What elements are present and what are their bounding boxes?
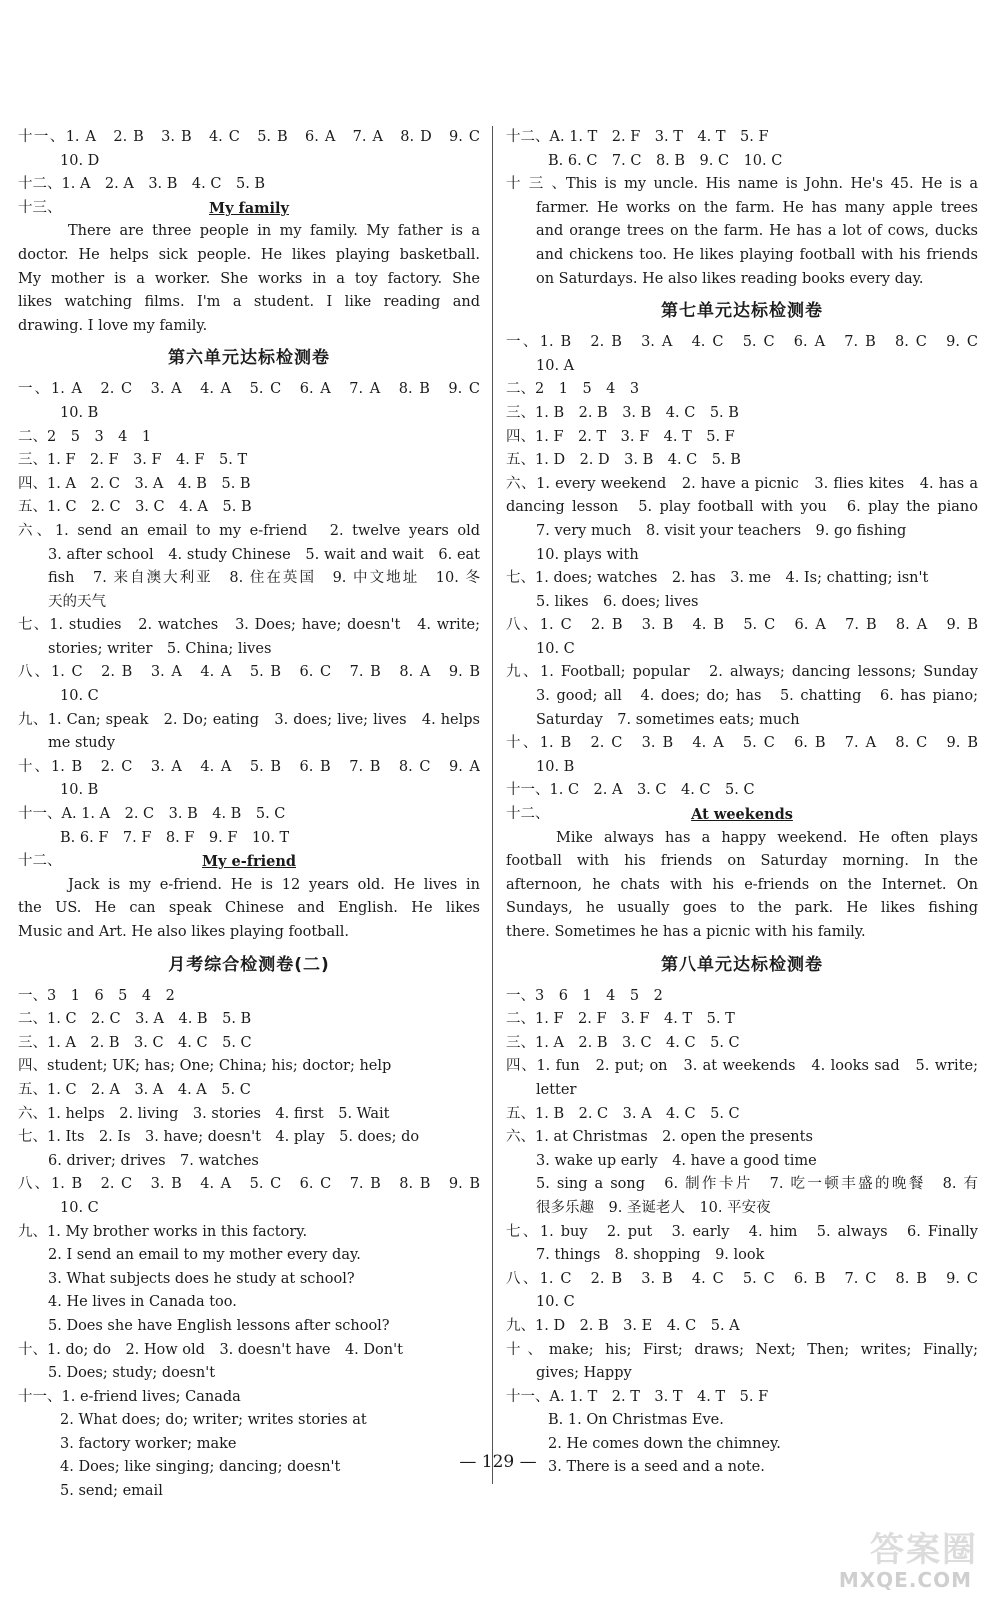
answer-line: 十一、1. C 2. A 3. C 4. C 5. C	[506, 782, 755, 799]
answer-line: 4. He lives in Canada too.	[48, 1294, 237, 1311]
answer-line: 三、1. F 2. F 3. F 4. F 5. T	[18, 452, 248, 469]
column-divider	[492, 126, 493, 1484]
answer-line: B. 6. F 7. F 8. F 9. F 10. T	[60, 829, 290, 846]
essay-line: drawing. I love my family.	[18, 317, 208, 334]
watermark-logo	[808, 1522, 978, 1592]
essay-line: afternoon, he chats with his e-friends on the Internet. On	[506, 876, 978, 893]
answer-line: 10. plays with	[536, 546, 639, 563]
essay-line: and chickens too. He likes playing football with his friends	[536, 246, 978, 263]
section-number: 十二、	[18, 853, 62, 870]
essay-line: likes watching films. I'm a student. I like reading and	[18, 294, 480, 311]
answer-line: 四、1. fun 2. put; on 3. at weekends 4. looks sad 5. write;	[506, 1058, 978, 1075]
answer-line: 2. I send an email to my mother every day.	[48, 1247, 361, 1264]
essay-line-text: Mike always has a happy weekend. He often plays	[556, 829, 978, 846]
essay-line: football with his friends on Saturday morning. In the	[506, 853, 978, 870]
answer-line: 六、1. at Christmas 2. open the presents	[506, 1129, 813, 1146]
answer-line: me study	[48, 735, 116, 752]
answer-line: 3. There is a seed and a note.	[548, 1459, 765, 1476]
essay-line-text: There are three people in my family. My father is a	[68, 223, 480, 240]
answer-line: 5. Does she have English lessons after school?	[48, 1317, 390, 1334]
answer-line: 四、1. A 2. C 3. A 4. B 5. B	[18, 475, 251, 492]
answer-line: 10. B	[536, 758, 575, 775]
essay-my-uncle	[506, 173, 978, 291]
essay-my-family	[18, 220, 480, 338]
answer-line: 八、1. C 2. B 3. B 4. C 5. C 6. B 7. C 8. B 9. C	[506, 1270, 978, 1287]
right-column	[506, 126, 978, 1480]
unit6-answers	[18, 378, 480, 850]
essay-line	[506, 173, 978, 197]
essay-title: My e-friend	[201, 853, 297, 871]
answer-line: 九、1. Can; speak 2. Do; eating 3. does; live; lives 4. helps	[18, 711, 480, 728]
answer-line: 七、1. does; watches 2. has 3. me 4. Is; chatting; isn't	[506, 570, 929, 587]
answer-line: B. 6. C 7. C 8. B 9. C 10. C	[548, 152, 783, 169]
answer-line: letter	[536, 1081, 577, 1098]
answer-line: fish 7. 来自澳大利亚 8. 住在英国 9. 中文地址 10. 冬	[48, 570, 480, 587]
section-title-unit6: 第六单元达标检测卷	[168, 348, 330, 369]
answer-line: 3. after school 4. study Chinese 5. wait and wait 6. eat	[48, 546, 480, 563]
answer-line: 5. sing a song 6. 制作卡片 7. 吃一顿丰盛的晚餐 8. 有	[536, 1176, 978, 1193]
answer-line: 3. wake up early 4. have a good time	[536, 1152, 817, 1169]
answer-line: 五、1. D 2. D 3. B 4. C 5. B	[506, 452, 741, 469]
essay-line: the US. He can speak Chinese and English. He likes	[18, 900, 480, 917]
essay-line	[506, 827, 978, 851]
essay-line	[18, 220, 480, 244]
answer-line: 一、3 1 6 5 4 2	[18, 987, 175, 1004]
essay-header-my-efriend	[18, 850, 480, 874]
left-column	[18, 126, 480, 1504]
answer-line: 十、1. do; do 2. How old 3. doesn't have 4. Don't	[18, 1341, 403, 1358]
answer-line: 九、1. D 2. B 3. E 4. C 5. A	[506, 1317, 740, 1334]
answer-line: 六、1. every weekend 2. have a picnic 3. flies kites 4. has a	[506, 475, 978, 492]
answer-line: Saturday 7. sometimes eats; much	[536, 711, 800, 728]
answer-line: 十一、A. 1. T 2. T 3. T 4. T 5. F	[506, 1388, 769, 1405]
essay-line: Sundays, he usually goes to the park. He likes fishing	[506, 900, 978, 917]
answer-line: stories; writer 5. China; lives	[48, 640, 272, 657]
answer-line: 四、1. F 2. T 3. F 4. T 5. F	[506, 428, 735, 445]
answer-line: 6. driver; drives 7. watches	[48, 1152, 259, 1169]
section-title-unit7: 第七单元达标检测卷	[661, 301, 823, 322]
answer-line: 3. good; all 4. does; do; has 5. chatting 6. has piano;	[536, 688, 978, 705]
answer-line: 十、1. B 2. C 3. A 4. A 5. B 6. B 7. B 8. C 9. A	[18, 758, 480, 775]
answer-line: 三、1. B 2. B 3. B 4. C 5. B	[506, 404, 739, 421]
answer-line: 五、1. C 2. C 3. C 4. A 5. B	[18, 499, 252, 516]
section-number: 十二、	[506, 806, 550, 823]
answer-line: gives; Happy	[536, 1365, 632, 1382]
essay-line-text: Jack is my e-friend. He is 12 years old. He lives in	[68, 876, 480, 893]
answer-line: 九、1. Football; popular 2. always; dancing lessons; Sunday	[506, 664, 978, 681]
monthly-test2-answers	[18, 985, 480, 1504]
answer-line: 八、1. C 2. B 3. A 4. A 5. B 6. C 7. B 8. A 9. B	[18, 664, 480, 681]
answer-line: 10. C	[60, 1199, 99, 1216]
essay-line	[18, 874, 480, 898]
answer-line: 十一、A. 1. A 2. C 3. B 4. B 5. C	[18, 806, 286, 823]
answer-line: 7. things 8. shopping 9. look	[536, 1247, 765, 1264]
answer-line: 八、1. C 2. B 3. B 4. B 5. C 6. A 7. B 8. A 9. B	[506, 617, 978, 634]
answer-line: 10. A	[536, 357, 575, 374]
answer-line: 九、1. My brother works in this factory.	[18, 1223, 308, 1240]
left-answers-top	[18, 126, 480, 197]
essay-line: there. Sometimes he has a picnic with his family.	[506, 924, 866, 940]
answer-line: 7. very much 8. visit your teachers 9. go fishing	[536, 522, 907, 539]
answer-line: 七、1. studies 2. watches 3. Does; have; doesn't 4. write;	[18, 617, 480, 634]
watermark-mark: 答案圈	[870, 1530, 978, 1570]
answer-line: 三、1. A 2. B 3. C 4. C 5. C	[506, 1034, 740, 1051]
right-answers-top	[506, 126, 978, 173]
answer-line: 二、2 5 3 4 1	[18, 428, 152, 445]
answer-line: 四、student; UK; has; One; China; his; doctor; help	[18, 1058, 392, 1075]
answer-line: 十、1. B 2. C 3. B 4. A 5. C 6. B 7. A 8. C 9. B	[506, 735, 978, 752]
answer-line: 六、1. helps 2. living 3. stories 4. first 5. Wait	[18, 1105, 390, 1122]
essay-title: My family	[209, 199, 289, 217]
page-number: — 129 —	[459, 1452, 537, 1472]
answer-line: 天的天气	[48, 593, 106, 610]
answer-line: 二、1. F 2. F 3. F 4. T 5. T	[506, 1011, 735, 1028]
answer-line: 3. factory worker; make	[60, 1435, 237, 1452]
essay-line: Music and Art. He also likes playing football.	[18, 924, 349, 940]
unit8-answers	[506, 985, 978, 1480]
answer-line: 十二、A. 1. T 2. F 3. T 4. T 5. F	[506, 129, 769, 145]
answer-line: B. 1. On Christmas Eve.	[548, 1412, 724, 1429]
answer-line: 10. B	[60, 404, 99, 421]
answer-line: 3. What subjects does he study at school?	[48, 1270, 355, 1287]
essay-header-my-family	[18, 197, 480, 221]
answer-line: 10. C	[536, 640, 575, 657]
answer-line: 三、1. A 2. B 3. C 4. C 5. C	[18, 1034, 252, 1051]
answer-line: 一、3 6 1 4 5 2	[506, 987, 663, 1004]
answer-line: 六、1. send an email to my e-friend 2. twelve years old	[18, 522, 480, 539]
answer-line: 2. He comes down the chimney.	[548, 1435, 781, 1452]
section-number: 十三、	[506, 176, 566, 193]
answer-line: 十一、1. A 2. B 3. B 4. C 5. B 6. A 7. A 8. D 9. C	[18, 129, 480, 145]
watermark-site: MXQE.COM	[838, 1568, 972, 1592]
answer-line: 很多乐趣 9. 圣诞老人 10. 平安夜	[536, 1199, 771, 1216]
essay-title: At weekends	[691, 806, 793, 824]
answer-line: 5. Does; study; doesn't	[48, 1365, 216, 1382]
answer-line: 4. Does; like singing; dancing; doesn't	[60, 1459, 341, 1476]
answer-line: 5. likes 6. does; lives	[536, 593, 699, 610]
essay-line: on Saturdays. He also likes reading books every day.	[536, 270, 924, 287]
essay-line-text: This is my uncle. His name is John. He's 45. He is a	[566, 176, 978, 193]
answer-line: 5. send; email	[60, 1483, 163, 1500]
essay-header-at-weekends	[506, 803, 978, 827]
essay-line: My mother is a worker. She works in a toy factory. She	[18, 270, 480, 287]
answer-line: 十二、1. A 2. A 3. B 4. C 5. B	[18, 176, 266, 193]
answer-line: 一、1. B 2. B 3. A 4. C 5. C 6. A 7. B 8. C 9. C	[506, 334, 978, 351]
essay-my-efriend	[18, 874, 480, 945]
unit7-answers	[506, 331, 978, 803]
answer-line: 二、2 1 5 4 3	[506, 381, 640, 398]
answer-line: 10. B	[60, 782, 99, 799]
section-number: 十三、	[18, 199, 62, 216]
answer-line: 二、1. C 2. C 3. A 4. B 5. B	[18, 1011, 252, 1028]
essay-line: farmer. He works on the farm. He has many apple trees	[536, 199, 978, 216]
answer-line: 2. What does; do; writer; writes stories at	[60, 1412, 367, 1429]
section-title-unit8: 第八单元达标检测卷	[661, 954, 823, 975]
answer-line: 十一、1. e-friend lives; Canada	[18, 1388, 241, 1405]
answer-line: dancing lesson 5. play football with you 6. play the piano	[506, 499, 978, 516]
answer-line: 10. D	[60, 152, 100, 169]
answer-line: 五、1. C 2. A 3. A 4. A 5. C	[18, 1081, 251, 1098]
answer-line: 10. C	[60, 688, 99, 705]
answer-line: 七、1. buy 2. put 3. early 4. him 5. always 6. Finally	[506, 1223, 978, 1240]
section-title-monthly-test2: 月考综合检测卷(二)	[168, 954, 330, 975]
answer-line: 五、1. B 2. C 3. A 4. C 5. C	[506, 1105, 740, 1122]
answer-line: 八、1. B 2. C 3. B 4. A 5. C 6. C 7. B 8. B 9. B	[18, 1176, 480, 1193]
answer-line: 十、make; his; First; draws; Next; Then; writes; Finally;	[506, 1341, 978, 1358]
essay-at-weekends	[506, 827, 978, 945]
answer-line: 一、1. A 2. C 3. A 4. A 5. C 6. A 7. A 8. B 9. C	[18, 381, 480, 398]
answer-line: 七、1. Its 2. Is 3. have; doesn't 4. play 5. does; do	[18, 1129, 420, 1146]
answer-line: 10. C	[536, 1294, 575, 1311]
essay-line: doctor. He helps sick people. He likes playing basketball.	[18, 246, 480, 263]
essay-line: and orange trees on the farm. He has a lot of cows, ducks	[536, 223, 978, 240]
